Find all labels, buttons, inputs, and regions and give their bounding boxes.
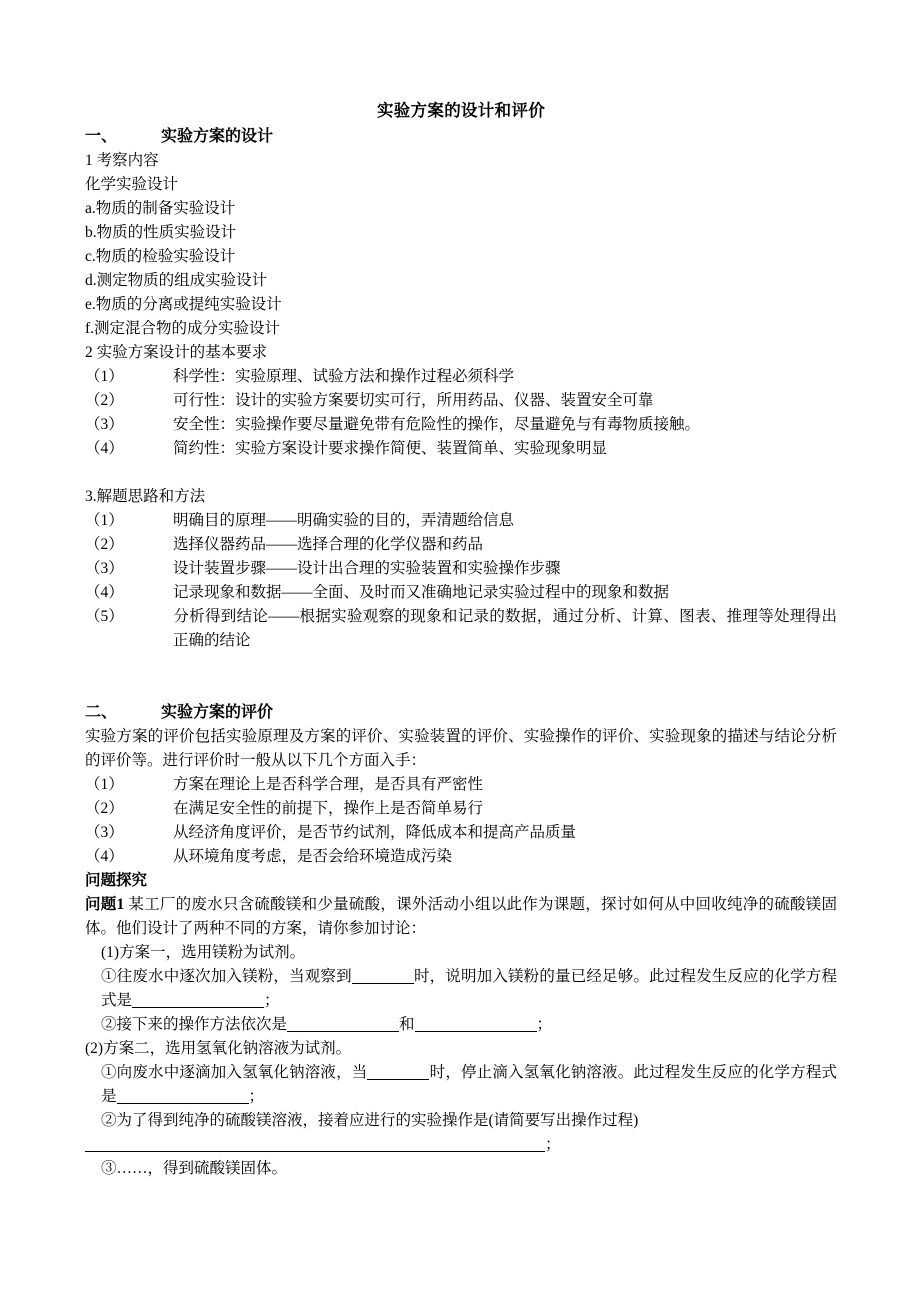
list-text: 从经济角度评价，是否节约试剂，降低成本和提高产品质量 xyxy=(173,824,577,841)
evaluation-item xyxy=(85,845,837,869)
plan-1-step-1-part-b: 时，说明加入镁粉的量已经足够。此过程发生反应的化学方程式是 xyxy=(101,968,837,1009)
section-1-line: d.测定物质的组成实验设计 xyxy=(85,272,268,289)
section-2-number: 二、 xyxy=(85,704,118,721)
list-text: 分析得到结论——根据实验观察的现象和记录的数据，通过分析、计算、图表、推理等处理得出正确的结论 xyxy=(173,608,837,649)
list-marker: （1） xyxy=(85,776,124,793)
list-marker: （3） xyxy=(85,416,124,433)
plan-1-step-1-part-c: ； xyxy=(264,992,280,1009)
plan-1-step-2 xyxy=(85,1013,837,1037)
answer-blank[interactable] xyxy=(367,1064,429,1080)
section-2-title: 实验方案的评价 xyxy=(161,704,274,721)
requirement-item xyxy=(85,389,837,413)
list-marker: （4） xyxy=(85,848,124,865)
list-marker: （2） xyxy=(85,536,124,553)
method-item xyxy=(85,581,837,605)
spacer-line xyxy=(85,677,837,701)
plan-2-step-2-end: ； xyxy=(545,1136,561,1153)
list-marker: （1） xyxy=(85,368,124,385)
plan-2-heading: (2)方案二，选用氢氧化钠溶液为试剂。 xyxy=(85,1040,352,1057)
section-1-line: 化学实验设计 xyxy=(85,176,179,193)
plan-1-step-2-part-b: 和 xyxy=(399,1016,415,1033)
method-item xyxy=(85,509,837,533)
answer-blank[interactable] xyxy=(132,992,264,1008)
spacer-line xyxy=(85,461,837,485)
evaluation-item xyxy=(85,821,837,845)
requirement-item xyxy=(85,365,837,389)
plan-2-step-1 xyxy=(85,1061,837,1109)
spacer-line xyxy=(85,653,837,677)
section-1-line: 1 考察内容 xyxy=(85,152,159,169)
list-marker: （2） xyxy=(85,392,124,409)
page-title: 实验方案的设计和评价 xyxy=(377,101,545,120)
list-marker: （3） xyxy=(85,560,124,577)
list-text: 可行性：设计的实验方案要切实可行，所用药品、仪器、装置安全可靠 xyxy=(173,392,654,409)
requirement-item xyxy=(85,413,837,437)
requirement-item xyxy=(85,437,837,461)
list-text: 科学性：实验原理、试验方法和操作过程必须科学 xyxy=(173,368,515,385)
inquiry-heading: 问题探究 xyxy=(85,872,148,889)
list-text: 在满足安全性的前提下，操作上是否简单易行 xyxy=(173,800,484,817)
section-1-number: 一、 xyxy=(85,128,118,145)
list-text: 简约性：实验方案设计要求操作简便、装置简单、实验现象明显 xyxy=(173,440,608,457)
list-marker: （4） xyxy=(85,440,124,457)
plan-2-step-2: ②为了得到纯净的硫酸镁溶液，接着应进行的实验操作是(请简要写出操作过程) xyxy=(101,1112,639,1129)
section-2-intro: 实验方案的评价包括实验原理及方案的评价、实验装置的评价、实验操作的评价、实验现象的描述与结论分析的评价等。进行评价时一般从以下几个方面入手： xyxy=(85,728,837,769)
answer-blank[interactable] xyxy=(287,1016,399,1032)
plan-1-step-2-part-c: ； xyxy=(536,1016,553,1033)
answer-blank[interactable] xyxy=(117,1088,249,1104)
method-item xyxy=(85,605,837,653)
list-text: 明确目的原理——明确实验的目的，弄清题给信息 xyxy=(173,512,515,529)
question-1-body: 某工厂的废水只含硫酸镁和少量硫酸，课外活动小组以此作为课题，探讨如何从中回收纯净的硫酸镁固体。他们设计了两种不同的方案，请你参加讨论： xyxy=(85,896,837,937)
method-item xyxy=(85,533,837,557)
list-text: 方案在理论上是否科学合理，是否具有严密性 xyxy=(173,776,484,793)
plan-1-step-1 xyxy=(85,965,837,1013)
section-1-line: e.物质的分离或提纯实验设计 xyxy=(85,296,282,313)
list-text: 记录现象和数据——全面、及时而又准确地记录实验过程中的现象和数据 xyxy=(173,584,670,601)
answer-blank[interactable] xyxy=(415,1016,537,1032)
list-marker: （5） xyxy=(85,608,124,625)
plan-2-step-3: ③……，得到硫酸镁固体。 xyxy=(101,1160,288,1177)
section-1-line: f.测定混合物的成分实验设计 xyxy=(85,320,281,337)
section-1-title: 实验方案的设计 xyxy=(161,128,274,145)
plan-2-step-2-answer-line xyxy=(85,1133,837,1157)
section-1-line: 2 实验方案设计的基本要求 xyxy=(85,344,268,361)
list-marker: （2） xyxy=(85,800,124,817)
list-text: 从环境角度考虑，是否会给环境造成污染 xyxy=(173,848,453,865)
question-1-label: 问题1 xyxy=(85,896,125,913)
section-2-heading xyxy=(85,701,837,725)
plan-2-step-1-part-c: ； xyxy=(248,1088,265,1105)
answer-blank[interactable] xyxy=(85,1136,545,1152)
section-1-heading xyxy=(85,125,837,149)
section-1-line: c.物质的检验实验设计 xyxy=(85,248,236,265)
method-item xyxy=(85,557,837,581)
plan-1-step-1-part-a: ①往废水中逐次加入镁粉，当观察到 xyxy=(101,968,352,985)
plan-1-heading: (1)方案一，选用镁粉为试剂。 xyxy=(101,944,306,961)
list-marker: （1） xyxy=(85,512,124,529)
list-text: 安全性：实验操作要尽量避免带有危险性的操作，尽量避免与有毒物质接触。 xyxy=(173,416,701,433)
section-1-line: b.物质的性质实验设计 xyxy=(85,224,237,241)
section-1-line: a.物质的制备实验设计 xyxy=(85,200,236,217)
plan-1-step-2-part-a: ②接下来的操作方法依次是 xyxy=(101,1016,288,1033)
evaluation-item xyxy=(85,797,837,821)
list-text: 选择仪器药品——选择合理的化学仪器和药品 xyxy=(173,536,484,553)
list-marker: （3） xyxy=(85,824,124,841)
methods-heading: 3.解题思路和方法 xyxy=(85,488,206,505)
list-text: 设计装置步骤——设计出合理的实验装置和实验操作步骤 xyxy=(173,560,561,577)
list-marker: （4） xyxy=(85,584,124,601)
answer-blank[interactable] xyxy=(352,968,414,984)
plan-2-step-1-part-a: ①向废水中逐滴加入氢氧化钠溶液，当 xyxy=(101,1064,368,1081)
evaluation-item xyxy=(85,773,837,797)
plan-2-step-1-part-b: 时，停止滴入氢氧化钠溶液。此过程发生反应的化学方程式是 xyxy=(101,1064,837,1105)
document-content xyxy=(85,98,837,1181)
question-1 xyxy=(85,893,837,941)
